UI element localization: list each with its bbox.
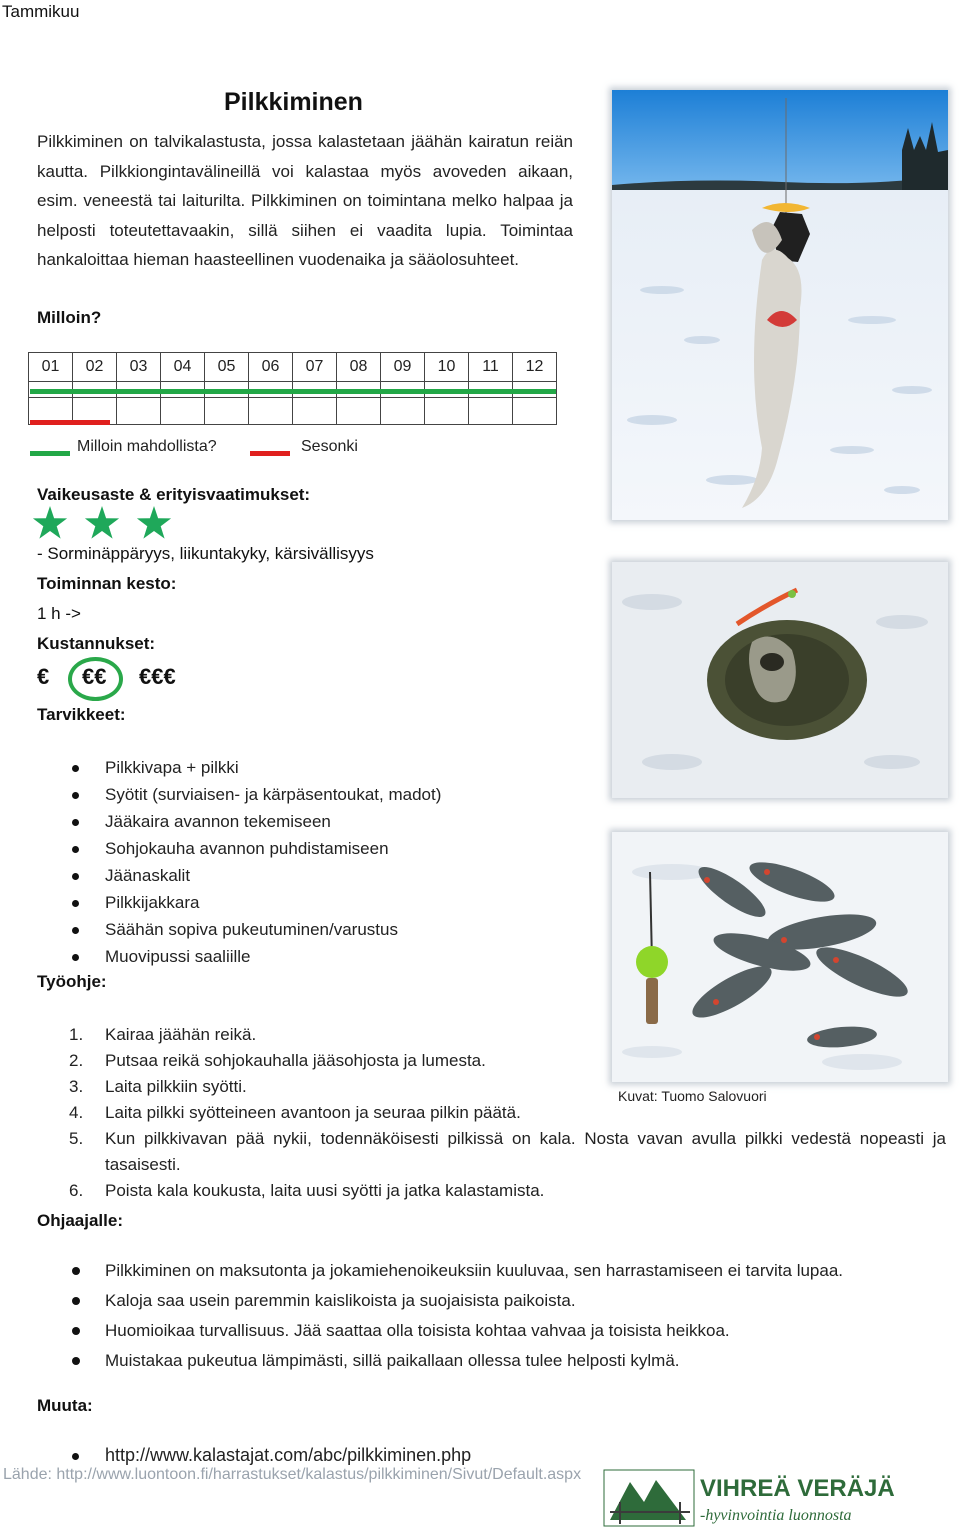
month-04: 04 [161, 353, 205, 382]
logo-image [600, 1462, 895, 1528]
month-12: 12 [513, 353, 557, 382]
photo-credit: Kuvat: Tuomo Salovuori [618, 1088, 767, 1104]
photo-perch-catch [612, 832, 948, 1082]
month-05: 05 [205, 353, 249, 382]
logo-brand: VIHREÄ VERÄJÄ [700, 1475, 895, 1502]
bullet-icon [72, 819, 79, 826]
month-11: 11 [469, 353, 513, 382]
legend-possible-label: Milloin mahdollista? [77, 438, 217, 455]
month-06: 06 [249, 353, 293, 382]
duration-value: 1 h -> [37, 604, 81, 623]
month-03: 03 [117, 353, 161, 382]
star-icon [33, 506, 67, 539]
list-item: Muistakaa pukeutua lämpimästi, sillä paikallaan ollessa tulee helposti kylmä. [0, 1346, 946, 1376]
ice-fishing-catch-image [612, 90, 948, 520]
logo-tagline: -hyvinvointia luonnosta [700, 1507, 852, 1524]
list-item [0, 1442, 471, 1469]
supplies-heading: Tarvikkeet: [37, 705, 126, 724]
step-item: 3. Laita pilkkiin syötti. [69, 1077, 247, 1096]
list-item: Pilkkijakkara [0, 889, 441, 916]
intro-paragraph: Pilkkiminen on talvikalastusta, jossa kalastetaan jäähän kairatun reiän kautta. Pilkkiongintavälineillä voi kalastaa myös avoveden aikaan, esim. veneestä tai laiturilta. Pilkkiminen on toimintana melko halpaa ja helposti toteutettavaakin, sillä siihen ei vaadita lupia. Toimintaa hankaloittaa hieman haasteellinen vuodenaika ja sääolosuhteet. [37, 132, 573, 270]
bullet-icon [72, 1453, 79, 1460]
bullet-icon [72, 1267, 80, 1275]
bullet-icon [72, 954, 79, 961]
photo-ice-hole [612, 562, 948, 798]
misc-link[interactable]: http://www.kalastajat.com/abc/pilkkiminen.php [105, 1445, 472, 1465]
cost-level-2: €€ [82, 664, 107, 689]
misc-list [0, 1442, 471, 1469]
step-item: 4. Laita pilkki syötteineen avantoon ja seuraa pilkin päätä. [69, 1103, 521, 1122]
list-item: Jääkaira avannon tekemiseen [0, 808, 441, 835]
source-link[interactable]: Lähde: http://www.luontoon.fi/harrastukset/kalastus/pilkkiminen/Sivut/Default.aspx [3, 1466, 582, 1483]
month-07: 07 [293, 353, 337, 382]
star-icon [85, 506, 119, 539]
list-item: Muovipussi saaliille [0, 943, 441, 970]
step-item: 5. Kun pilkkivavan pää nykii, todennäköisesti pilkissä on kala. Nosta vavan avulla pilkki vedestä nopeasti ja tasaisesti. [69, 1129, 946, 1174]
list-item: Huomioikaa turvallisuus. Jää saattaa olla toisista kohtaa vahvaa ja toisista heikkoa. [0, 1316, 946, 1346]
legend-season-swatch [250, 451, 290, 456]
season-months-bar [30, 420, 110, 425]
month-09: 09 [381, 353, 425, 382]
when-heading: Milloin? [37, 308, 102, 327]
month-08: 08 [337, 353, 381, 382]
bullet-icon [72, 927, 79, 934]
perch-catch-image [612, 832, 948, 1082]
duration-heading: Toiminnan kesto: [37, 574, 177, 593]
list-item: Syötit (surviaisen- ja kärpäsentoukat, madot) [0, 781, 441, 808]
costs-heading: Kustannukset: [37, 634, 156, 653]
page-title: Pilkkiminen [224, 88, 363, 116]
list-item: Pilkkiminen on maksutonta ja jokamiehenoikeuksiin kuuluvaa, sen harrastamiseen ei tarvita lupaa. [0, 1256, 946, 1286]
guides-heading: Ohjaajalle: [37, 1211, 123, 1230]
step-item: 2. Putsaa reikä sohjokauhalla jääsohjosta ja lumesta. [69, 1051, 486, 1070]
legend-possible-swatch [30, 451, 70, 456]
month-label: Tammikuu [2, 2, 80, 21]
legend-season-label: Sesonki [301, 438, 358, 455]
list-item: Sohjokauha avannon puhdistamiseen [0, 835, 441, 862]
vihrea-veraja-logo [600, 1462, 895, 1528]
guides-list [0, 1256, 946, 1376]
possible-months-bar [30, 389, 556, 394]
month-10: 10 [425, 353, 469, 382]
difficulty-heading: Vaikeusaste & erityisvaatimukset: [37, 485, 311, 504]
supplies-list [0, 754, 441, 970]
month-02: 02 [73, 353, 117, 382]
cost-level-3: €€€ [139, 664, 176, 689]
bullet-icon [72, 846, 79, 853]
bullet-icon [72, 1357, 80, 1365]
misc-heading: Muuta: [37, 1396, 93, 1415]
list-item: Jäänaskalit [0, 862, 441, 889]
bullet-icon [72, 900, 79, 907]
list-item: Säähän sopiva pukeutuminen/varustus [0, 916, 441, 943]
bullet-icon [72, 1297, 80, 1305]
step-item: 1. Kairaa jäähän reikä. [69, 1025, 257, 1044]
bullet-icon [72, 765, 79, 772]
difficulty-stars [28, 505, 188, 541]
instructions-heading: Työohje: [37, 972, 107, 991]
step-item: 6. Poista kala koukusta, laita uusi syötti ja jatka kalastamista. [69, 1181, 545, 1200]
cost-level-1: € [37, 664, 50, 689]
star-icon [137, 506, 171, 539]
ice-hole-image [612, 562, 948, 798]
month-01: 01 [29, 353, 73, 382]
list-item: Pilkkivapa + pilkki [0, 754, 441, 781]
bullet-icon [72, 792, 79, 799]
requirements-text: - Sorminäppäryys, liikuntakyky, kärsivällisyys [37, 544, 374, 563]
bullet-icon [72, 873, 79, 880]
photo-ice-fishing-catch [612, 90, 948, 520]
list-item: Kaloja saa usein paremmin kaislikoista ja suojaisista paikoista. [0, 1286, 946, 1316]
bullet-icon [72, 1327, 80, 1335]
